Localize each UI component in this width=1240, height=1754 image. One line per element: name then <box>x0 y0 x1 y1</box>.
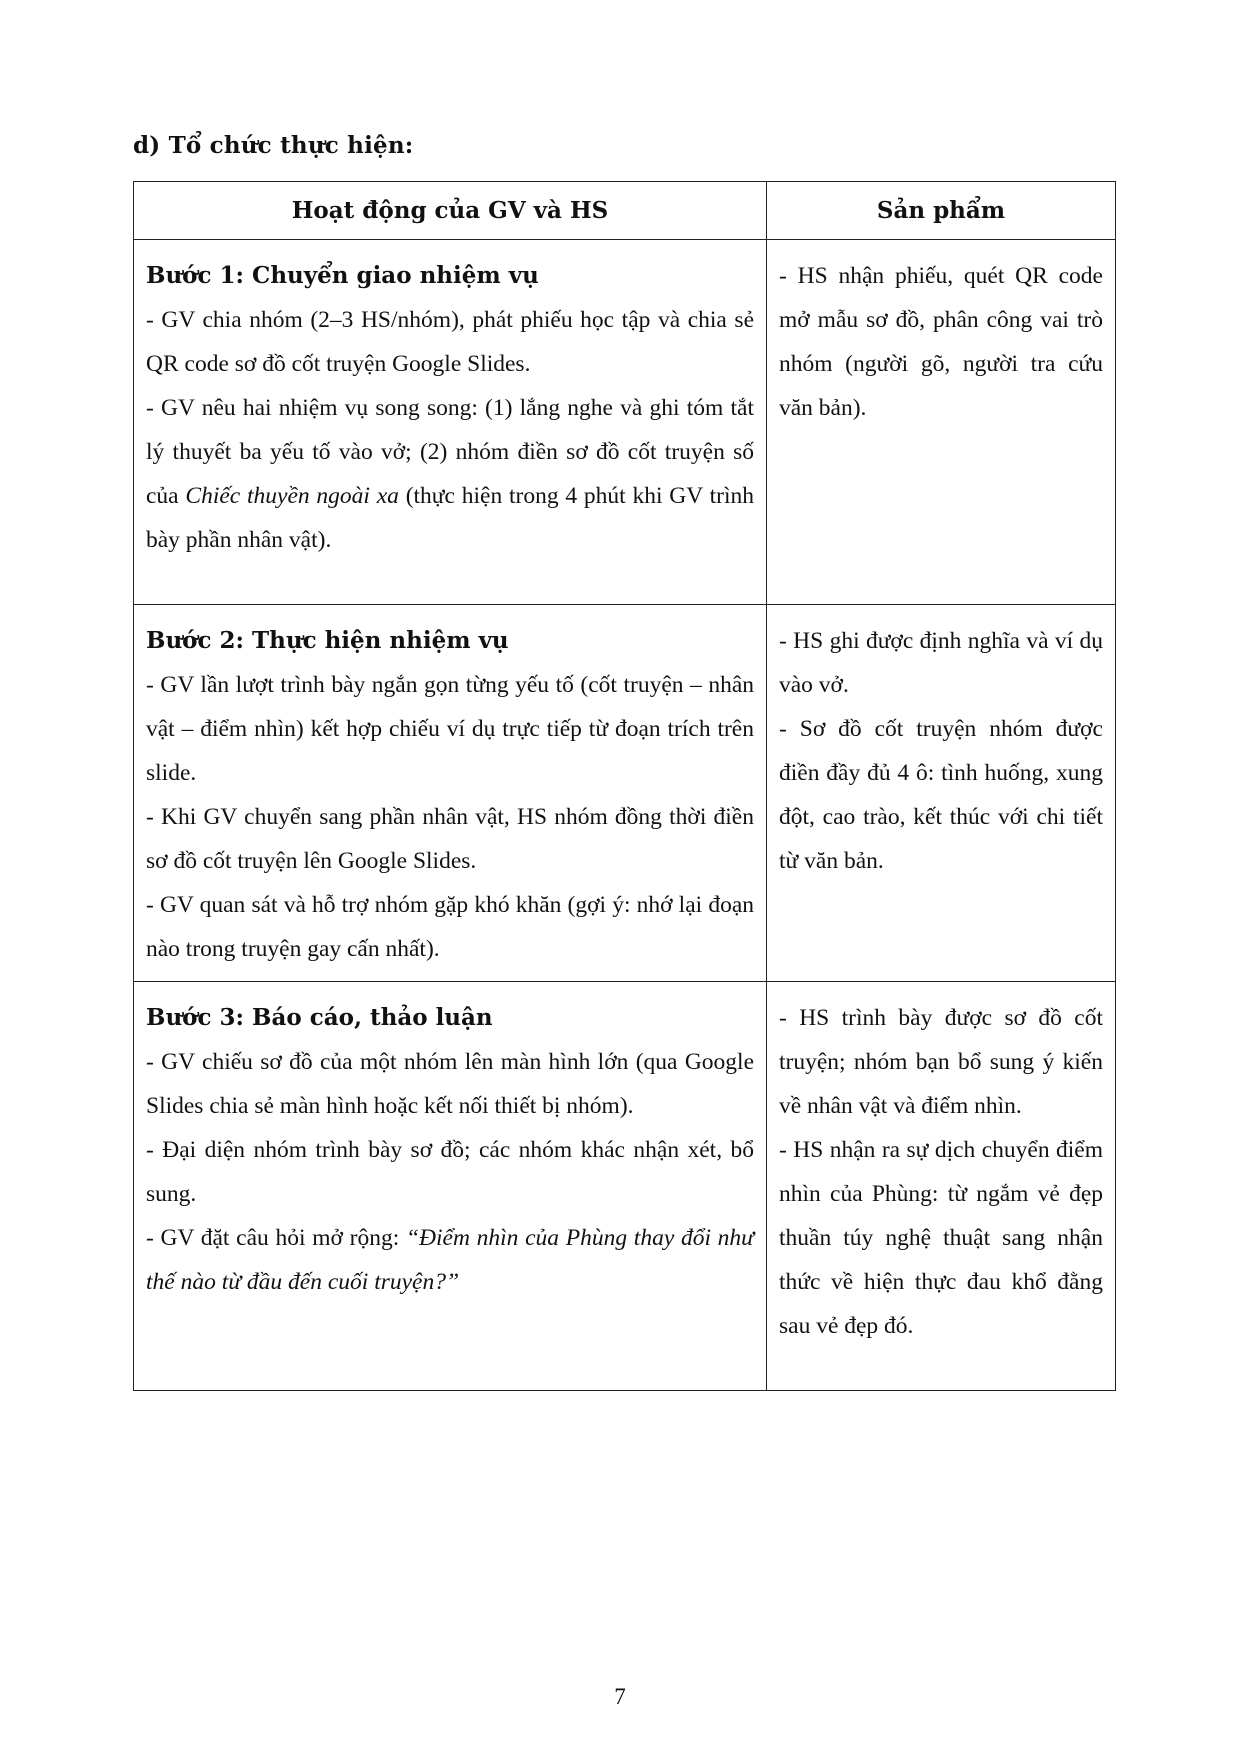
activity-text: - GV đặt câu hỏi mở rộng: <box>146 1225 406 1251</box>
table-row <box>134 605 1116 982</box>
product-line: - HS trình bày được sơ đồ cốt truyện; nhóm bạn bổ sung ý kiến về nhân vật và điểm nhìn. <box>779 1005 1103 1119</box>
product-cell <box>767 982 1116 1391</box>
product-line: - HS nhận ra sự dịch chuyển điểm nhìn của Phùng: từ ngắm vẻ đẹp thuần túy nghệ thuật sang nhận thức về hiện thực đau khổ đằng sau vẻ đẹp đó. <box>779 1137 1103 1339</box>
activity-text: (thực hiện trong 4 phút khi GV trình bày phần nhân vật). <box>146 483 754 553</box>
activity-line: - GV lần lượt trình bày ngắn gọn từng yếu tố (cốt truyện – nhân vật – điểm nhìn) kết hợp chiếu ví dụ trực tiếp từ đoạn trích trên slide. <box>146 672 754 786</box>
table-header-row <box>134 182 1116 240</box>
activity-cell <box>134 240 767 605</box>
step-title: Bước 1: Chuyển giao nhiệm vụ <box>146 262 539 289</box>
question-quote: “Điểm nhìn của Phùng thay đổi như thế nào từ đầu đến cuối truyện?” <box>146 1225 754 1295</box>
product-line: - HS ghi được định nghĩa và ví dụ vào vở. <box>779 628 1103 698</box>
product-line: - Sơ đồ cốt truyện nhóm được điền đầy đủ 4 ô: tình huống, xung đột, cao trào, kết thúc với chi tiết từ văn bản. <box>779 716 1103 874</box>
step-title: Bước 3: Báo cáo, thảo luận <box>146 1004 493 1031</box>
activity-line: - Đại diện nhóm trình bày sơ đồ; các nhóm khác nhận xét, bổ sung. <box>146 1137 754 1207</box>
product-line: - HS nhận phiếu, quét QR code mở mẫu sơ đồ, phân công vai trò nhóm (người gõ, người tra cứu văn bản). <box>779 263 1103 421</box>
product-cell <box>767 240 1116 605</box>
activity-line: - Khi GV chuyển sang phần nhân vật, HS nhóm đồng thời điền sơ đồ cốt truyện lên Google Slides. <box>146 804 754 874</box>
product-cell <box>767 605 1116 982</box>
activity-cell <box>134 982 767 1391</box>
activity-line <box>146 1216 754 1304</box>
table-row <box>134 982 1116 1391</box>
section-heading: d) Tổ chức thực hiện: <box>133 132 414 159</box>
page-number: 7 <box>614 1684 626 1709</box>
table-row <box>134 240 1116 605</box>
activity-line: - GV chia nhóm (2–3 HS/nhóm), phát phiếu học tập và chia sẻ QR code sơ đồ cốt truyện Google Slides. <box>146 307 754 377</box>
step-title: Bước 2: Thực hiện nhiệm vụ <box>146 627 509 654</box>
activity-cell <box>134 605 767 982</box>
activity-line: - GV chiếu sơ đồ của một nhóm lên màn hình lớn (qua Google Slides chia sẻ màn hình hoặc kết nối thiết bị nhóm). <box>146 1049 754 1119</box>
activity-text: - GV nêu hai nhiệm vụ song song: (1) lắng nghe và ghi tóm tắt lý thuyết ba yếu tố vào vở; (2) nhóm điền sơ đồ cốt truyện số của <box>146 395 754 509</box>
activity-line <box>146 386 754 562</box>
work-title: Chiếc thuyền ngoài xa <box>185 483 399 509</box>
activity-line: - GV quan sát và hỗ trợ nhóm gặp khó khăn (gợi ý: nhớ lại đoạn nào trong truyện gay cấn nhất). <box>146 892 754 962</box>
header-activities: Hoạt động của GV và HS <box>134 182 767 240</box>
activity-table <box>133 181 1116 1391</box>
header-products: Sản phẩm <box>767 182 1116 240</box>
